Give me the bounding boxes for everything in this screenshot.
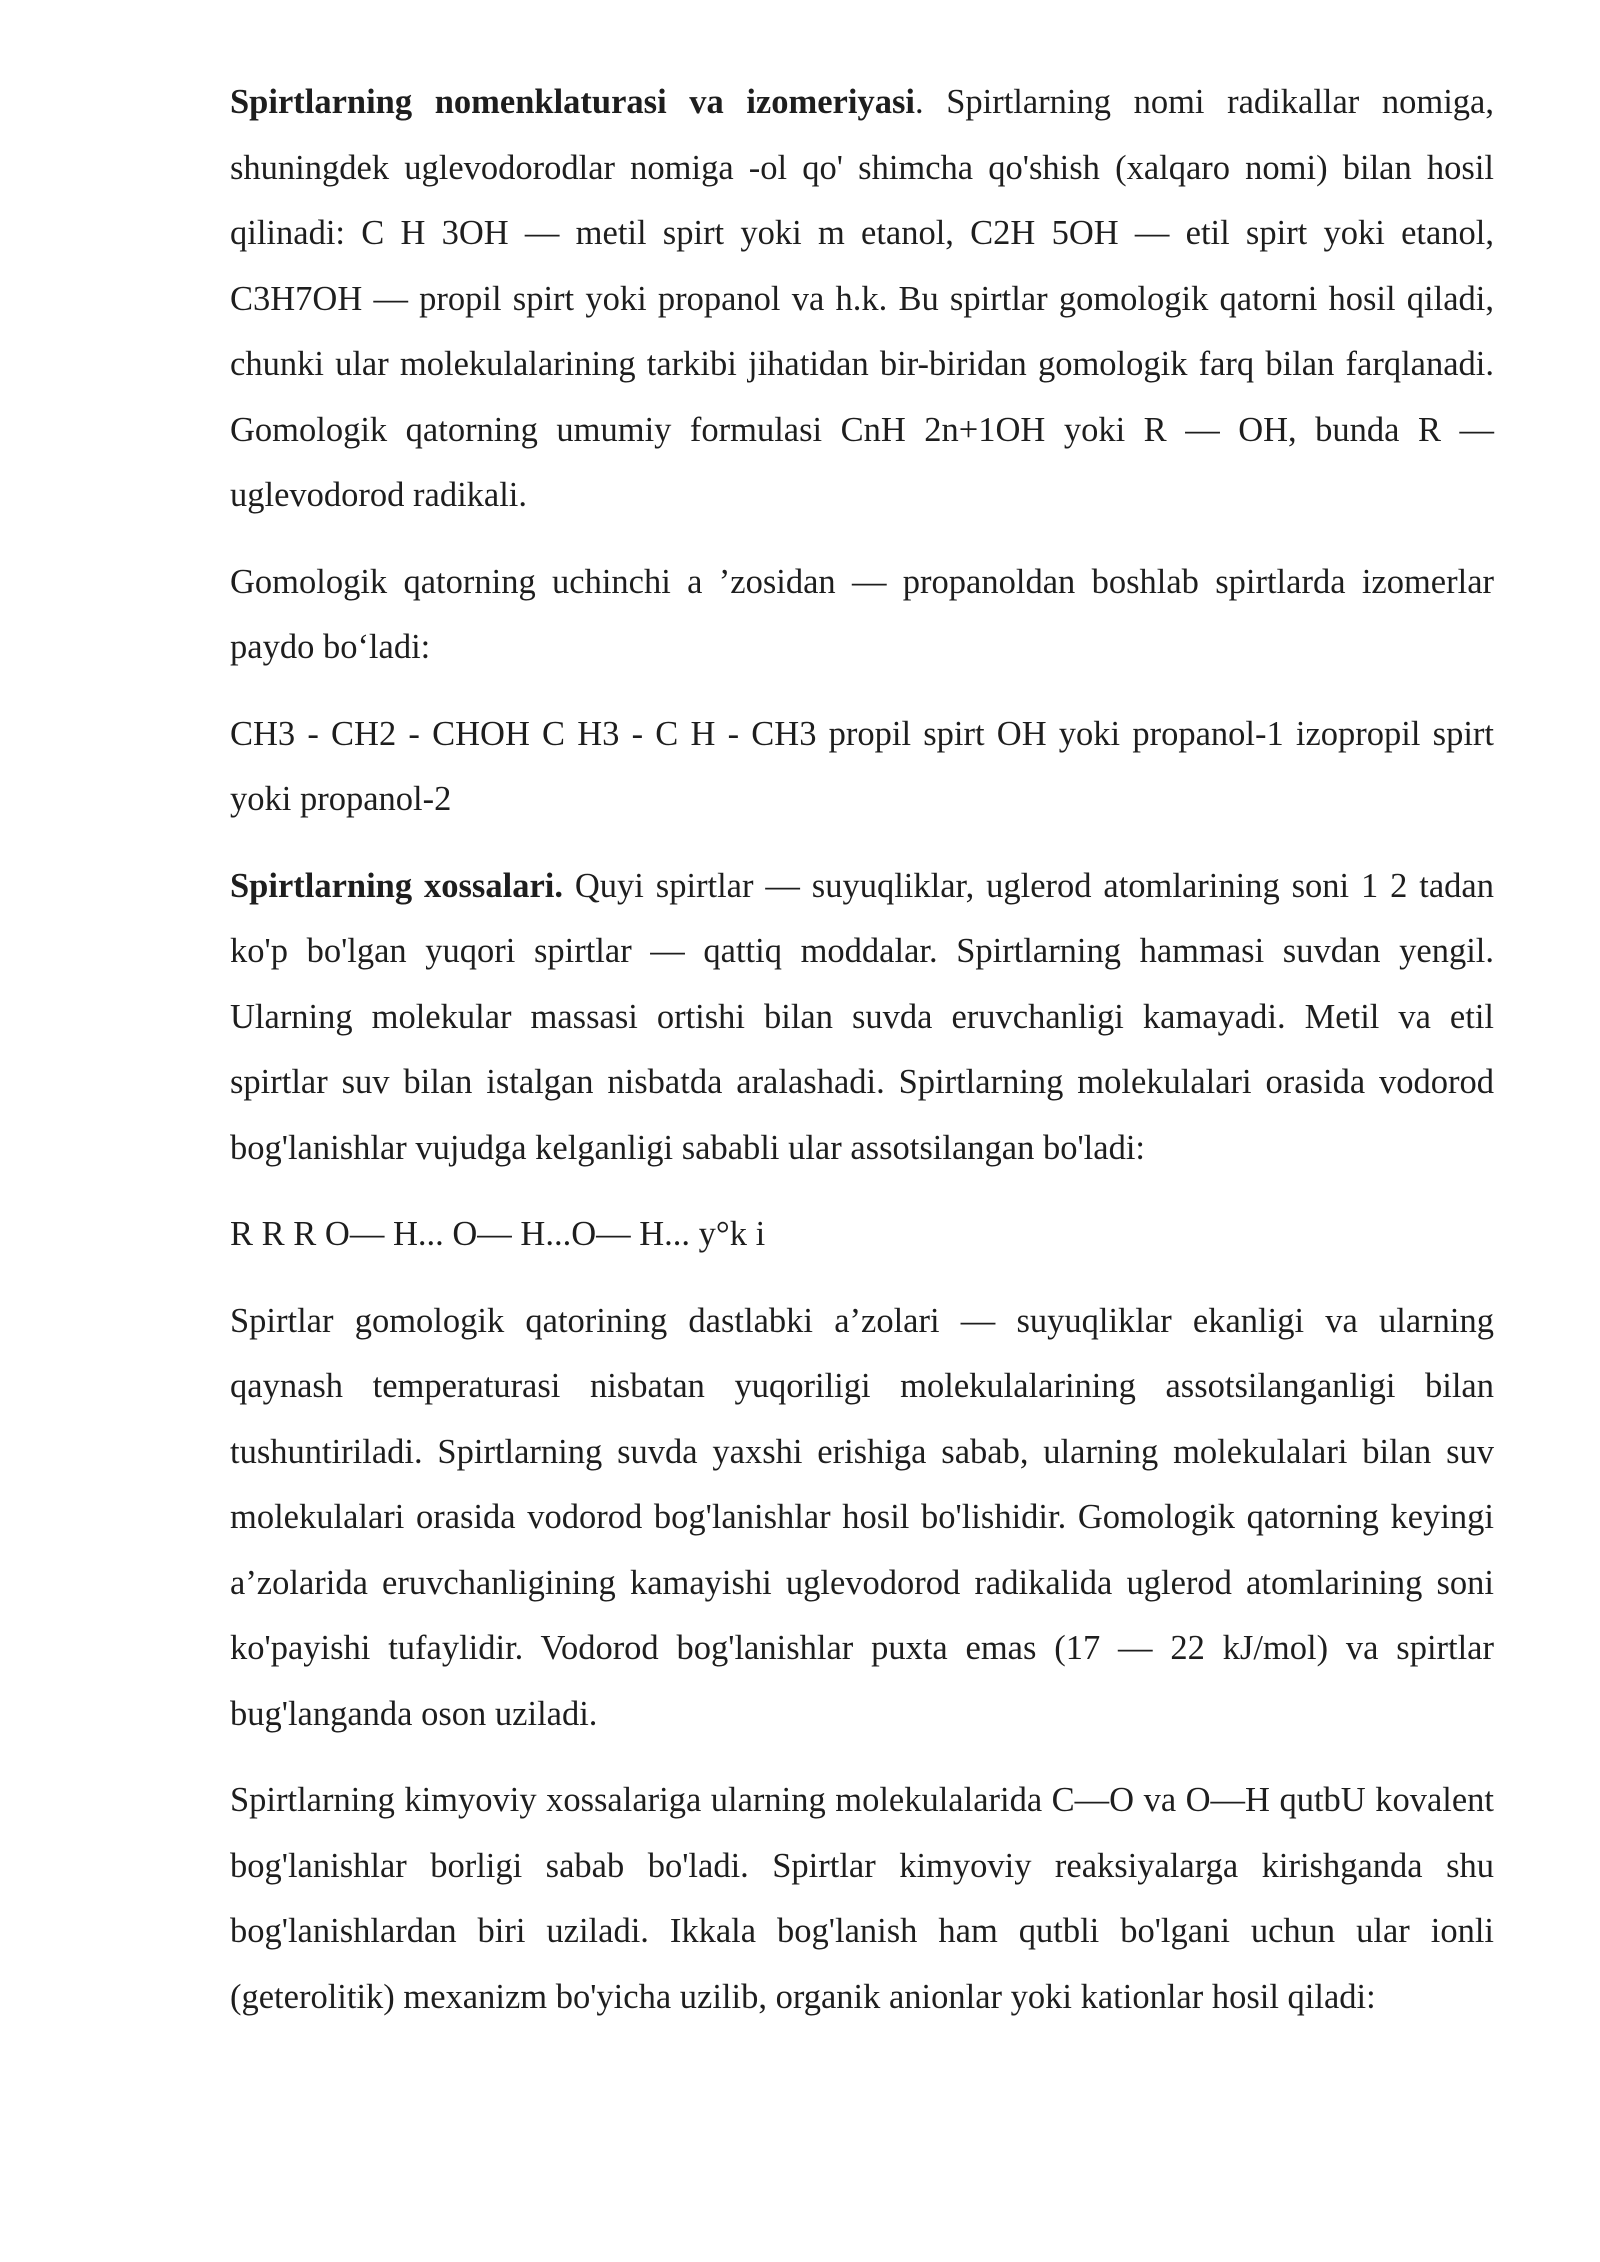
paragraph-association-text: Spirtlar gomologik qatorining dastlabki a’zolari — suyuqliklar ekanligi va ularning qaynash temperaturasi nisbatan yuqoriligi molekulalarining assotsilanganligi bilan tushuntiriladi. Spirtlarning suvda yaxshi erishiga sabab, ularning molekulalari bilan suv molekulalari orasida vodorod bog'lanishlar hosil bo'lishidir. Gomologik qatorning keyingi a’zolarida eruvchanligining kamayishi uglevodorod radikalida uglerod atomlarining soni ko'payishi tufaylidir. Vodorod bog'lanishlar puxta emas (17 — 22 kJ/mol) va spirtlar bug'langanda oson uziladi. bbox=[230, 1301, 1494, 1733]
heading-properties: Spirtlarning xossalari. bbox=[230, 866, 563, 905]
paragraph-chemical-properties-text: Spirtlarning kimyoviy xossalariga ularning molekulalarida C—O va O—H qutbU kovalent bog'lanishlar borligi sabab bo'ladi. Spirtlar kimyoviy reaksiyalarga kirishganda shu bog'lanishlardan biri uziladi. Ikkala bog'lanish ham qutbli bo'lgani uchun ular ionli (geterolitik) mexanizm bo'yicha uzilib, organik anionlar yoki kationlar hosil qiladi: bbox=[230, 1781, 1494, 2016]
document-page bbox=[230, 70, 1494, 2051]
paragraph-nomenclature-text: . Spirtlarning nomi radikallar nomiga, shuningdek uglevodorodlar nomiga -ol qo' shimcha qo'shish (xalqaro nomi) bilan hosil qilinadi: C H 3OH — metil spirt yoki m etanol, C2H 5OH — etil spirt yoki etanol, C3H7OH — propil spirt yoki propanol va h.k. Bu spirtlar gomologik qatorni hosil qiladi, chunki ular molekulalarining tarkibi jihatidan bir-biridan gomologik farq bilan farqlanadi. Gomologik qatorning umumiy formulasi CnH 2n+1OH yoki R — OH, bunda R — uglevodorod radikali. bbox=[230, 83, 1494, 514]
paragraph-nomenclature bbox=[230, 70, 1494, 529]
paragraph-isomers-text: Gomologik qatorning uchinchi a ’zosidan — propanoldan boshlab spirtlarda izomerlar paydo bo‘ladi: bbox=[230, 562, 1494, 666]
paragraph-isomers bbox=[230, 550, 1494, 681]
paragraph-formula-propanol bbox=[230, 702, 1494, 833]
paragraph-chemical-properties bbox=[230, 1768, 1494, 2030]
paragraph-hydrogen-bond-formula bbox=[230, 1202, 1494, 1268]
paragraph-association bbox=[230, 1289, 1494, 1748]
paragraph-hydrogen-bond-formula-text: R R R O— H... O— H...O— H... y°k i bbox=[230, 1215, 766, 1253]
paragraph-formula-propanol-text: CH3 - CH2 - CHOH C H3 - C H - CH3 propil spirt OH yoki propanol-1 izopropil spirt yoki propanol-2 bbox=[230, 714, 1494, 818]
heading-nomenclature: Spirtlarning nomenklaturasi va izomeriyasi bbox=[230, 83, 915, 121]
paragraph-properties-text: Quyi spirtlar — suyuqliklar, uglerod atomlarining soni 1 2 tadan ko'p bo'lgan yuqori spirtlar — qattiq moddalar. Spirtlarning hammasi suvdan yengil. Ularning molekular massasi ortishi bilan suvda eruvchanligi kamayadi. Metil va etil spirtlar suv bilan istalgan nisbatda aralashadi. Spirtlarning molekulalari orasida vodorod bog'lanishlar vujudga kelganligi sababli ular assotsilangan bo'ladi: bbox=[230, 866, 1494, 1167]
paragraph-properties bbox=[230, 854, 1494, 1182]
